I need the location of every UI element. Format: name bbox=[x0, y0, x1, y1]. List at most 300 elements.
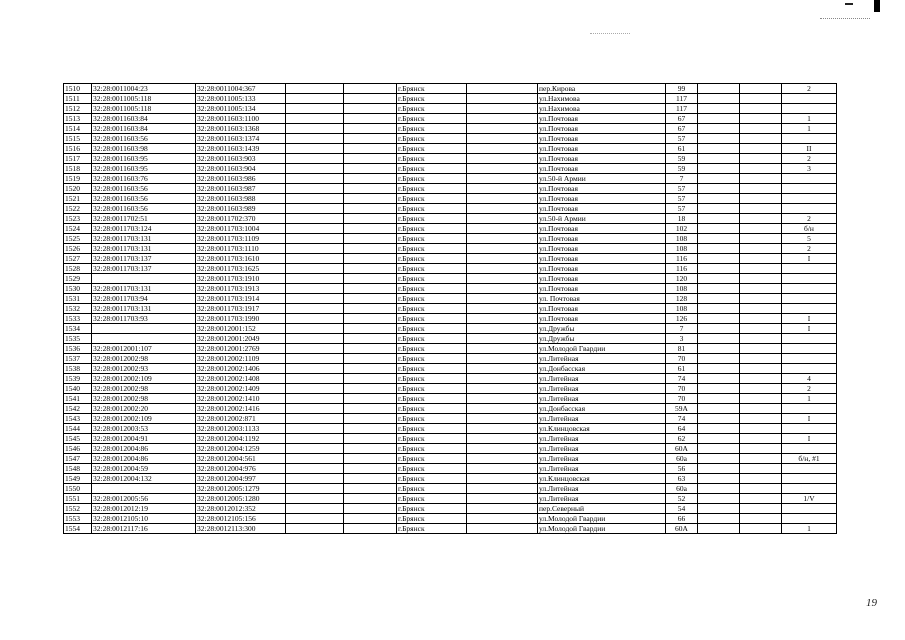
cadastral-number-cell: 32:28:0011004:367 bbox=[196, 84, 286, 94]
row-number-cell: 1525 bbox=[64, 234, 92, 244]
cadastral-number-cell: 32:28:0011603:988 bbox=[196, 194, 286, 204]
empty-column-cell bbox=[467, 114, 538, 124]
row-number-cell: 1551 bbox=[64, 494, 92, 504]
cadastral-block-cell: 32:28:0011703:93 bbox=[92, 314, 196, 324]
cadastral-block-cell: 32:28:0012005:56 bbox=[92, 494, 196, 504]
corner-scan-bar bbox=[874, 0, 880, 12]
cadastral-number-cell: 32:28:0011603:1100 bbox=[196, 114, 286, 124]
empty-column-cell bbox=[698, 304, 740, 314]
apartment-cell bbox=[782, 304, 837, 314]
city-cell: г.Брянск bbox=[397, 264, 467, 274]
house-number-cell: 117 bbox=[666, 94, 698, 104]
empty-column-cell bbox=[344, 334, 397, 344]
row-number-cell: 1537 bbox=[64, 354, 92, 364]
cadastral-number-cell: 32:28:0012005:1279 bbox=[196, 484, 286, 494]
table-row bbox=[64, 194, 837, 204]
empty-column-cell bbox=[344, 484, 397, 494]
empty-column-cell bbox=[740, 304, 782, 314]
empty-column-cell bbox=[344, 184, 397, 194]
street-cell: ул.50-й Армии bbox=[538, 214, 666, 224]
house-number-cell: 70 bbox=[666, 394, 698, 404]
street-cell: ул.Почтовая bbox=[538, 254, 666, 264]
table-row bbox=[64, 134, 837, 144]
street-cell: ул.Литейная bbox=[538, 454, 666, 464]
cadastral-number-cell: 32:28:0012002:1109 bbox=[196, 354, 286, 364]
table-row bbox=[64, 514, 837, 524]
row-number-cell: 1550 bbox=[64, 484, 92, 494]
table-row bbox=[64, 524, 837, 534]
cadastral-block-cell: 32:28:0011703:131 bbox=[92, 284, 196, 294]
empty-column-cell bbox=[467, 384, 538, 394]
empty-column-cell bbox=[740, 344, 782, 354]
table-row bbox=[64, 504, 837, 514]
city-cell: г.Брянск bbox=[397, 224, 467, 234]
street-cell: ул.Нахимова bbox=[538, 94, 666, 104]
empty-column-cell bbox=[740, 454, 782, 464]
apartment-cell bbox=[782, 344, 837, 354]
row-number-cell: 1524 bbox=[64, 224, 92, 234]
empty-column-cell bbox=[344, 174, 397, 184]
empty-column-cell bbox=[740, 254, 782, 264]
apartment-cell bbox=[782, 134, 837, 144]
city-cell: г.Брянск bbox=[397, 344, 467, 354]
apartment-cell: 1 bbox=[782, 124, 837, 134]
empty-column-cell bbox=[740, 164, 782, 174]
row-number-cell: 1527 bbox=[64, 254, 92, 264]
empty-column-cell bbox=[286, 244, 344, 254]
row-number-cell: 1528 bbox=[64, 264, 92, 274]
empty-column-cell bbox=[344, 344, 397, 354]
empty-column-cell bbox=[286, 524, 344, 534]
empty-column-cell bbox=[467, 504, 538, 514]
row-number-cell: 1519 bbox=[64, 174, 92, 184]
table-row bbox=[64, 244, 837, 254]
empty-column-cell bbox=[740, 424, 782, 434]
empty-column-cell bbox=[467, 424, 538, 434]
empty-column-cell bbox=[698, 474, 740, 484]
cadastral-block-cell: 32:28:0012002:20 bbox=[92, 404, 196, 414]
empty-column-cell bbox=[467, 164, 538, 174]
empty-column-cell bbox=[344, 404, 397, 414]
apartment-cell bbox=[782, 104, 837, 114]
empty-column-cell bbox=[698, 494, 740, 504]
apartment-cell bbox=[782, 514, 837, 524]
empty-column-cell bbox=[467, 414, 538, 424]
row-number-cell: 1540 bbox=[64, 384, 92, 394]
empty-column-cell bbox=[344, 164, 397, 174]
row-number-cell: 1530 bbox=[64, 284, 92, 294]
empty-column-cell bbox=[698, 204, 740, 214]
cadastral-number-cell: 32:28:0012001:2769 bbox=[196, 344, 286, 354]
empty-column-cell bbox=[467, 184, 538, 194]
empty-column-cell bbox=[344, 494, 397, 504]
table-row bbox=[64, 224, 837, 234]
empty-column-cell bbox=[344, 524, 397, 534]
city-cell: г.Брянск bbox=[397, 404, 467, 414]
street-cell: ул.Почтовая bbox=[538, 314, 666, 324]
street-cell: ул.Литейная bbox=[538, 484, 666, 494]
apartment-cell bbox=[782, 364, 837, 374]
city-cell: г.Брянск bbox=[397, 244, 467, 254]
cadastral-block-cell: 32:28:0011603:56 bbox=[92, 194, 196, 204]
row-number-cell: 1517 bbox=[64, 154, 92, 164]
empty-column-cell bbox=[344, 424, 397, 434]
apartment-cell: б/н bbox=[782, 224, 837, 234]
empty-column-cell bbox=[698, 214, 740, 224]
row-number-cell: 1539 bbox=[64, 374, 92, 384]
empty-column-cell bbox=[698, 284, 740, 294]
house-number-cell: 67 bbox=[666, 124, 698, 134]
city-cell: г.Брянск bbox=[397, 254, 467, 264]
city-cell: г.Брянск bbox=[397, 524, 467, 534]
cadastral-number-cell: 32:28:0012004:561 bbox=[196, 454, 286, 464]
empty-column-cell bbox=[286, 474, 344, 484]
apartment-cell bbox=[782, 284, 837, 294]
table-row bbox=[64, 124, 837, 134]
empty-column-cell bbox=[286, 314, 344, 324]
city-cell: г.Брянск bbox=[397, 114, 467, 124]
row-number-cell: 1548 bbox=[64, 464, 92, 474]
house-number-cell: 126 bbox=[666, 314, 698, 324]
cadastral-number-cell: 32:28:0012004:1259 bbox=[196, 444, 286, 454]
city-cell: г.Брянск bbox=[397, 414, 467, 424]
empty-column-cell bbox=[467, 444, 538, 454]
house-number-cell: 62 bbox=[666, 434, 698, 444]
cadastral-block-cell: 32:28:0011703:131 bbox=[92, 234, 196, 244]
empty-column-cell bbox=[344, 204, 397, 214]
city-cell: г.Брянск bbox=[397, 504, 467, 514]
apartment-cell: I bbox=[782, 314, 837, 324]
empty-column-cell bbox=[286, 234, 344, 244]
cadastral-number-cell: 32:28:0011703:1110 bbox=[196, 244, 286, 254]
street-cell: ул.Литейная bbox=[538, 374, 666, 384]
street-cell: ул.Литейная bbox=[538, 494, 666, 504]
empty-column-cell bbox=[698, 254, 740, 264]
empty-column-cell bbox=[698, 364, 740, 374]
city-cell: г.Брянск bbox=[397, 424, 467, 434]
row-number-cell: 1520 bbox=[64, 184, 92, 194]
cadastral-block-cell: 32:28:0011703:131 bbox=[92, 244, 196, 254]
street-cell: ул.50-й Армии bbox=[538, 174, 666, 184]
cadastral-number-cell: 32:28:0011703:1913 bbox=[196, 284, 286, 294]
empty-column-cell bbox=[344, 124, 397, 134]
empty-column-cell bbox=[467, 244, 538, 254]
table-row bbox=[64, 204, 837, 214]
empty-column-cell bbox=[698, 484, 740, 494]
city-cell: г.Брянск bbox=[397, 304, 467, 314]
cadastral-number-cell: 32:28:0012004:997 bbox=[196, 474, 286, 484]
empty-column-cell bbox=[286, 174, 344, 184]
cadastral-block-cell: 32:28:0011703:124 bbox=[92, 224, 196, 234]
empty-column-cell bbox=[467, 204, 538, 214]
table-row bbox=[64, 384, 837, 394]
empty-column-cell bbox=[344, 194, 397, 204]
empty-column-cell bbox=[740, 294, 782, 304]
empty-column-cell bbox=[740, 94, 782, 104]
empty-column-cell bbox=[467, 514, 538, 524]
cadastral-block-cell: 32:28:0011703:137 bbox=[92, 254, 196, 264]
empty-column-cell bbox=[467, 404, 538, 414]
row-number-cell: 1535 bbox=[64, 334, 92, 344]
empty-column-cell bbox=[286, 254, 344, 264]
street-cell: ул.Почтовая bbox=[538, 184, 666, 194]
empty-column-cell bbox=[344, 374, 397, 384]
table-row bbox=[64, 214, 837, 224]
empty-column-cell bbox=[467, 274, 538, 284]
cadastral-block-cell: 32:28:0011603:84 bbox=[92, 124, 196, 134]
street-cell: ул.Почтовая bbox=[538, 284, 666, 294]
row-number-cell: 1512 bbox=[64, 104, 92, 114]
empty-column-cell bbox=[286, 354, 344, 364]
apartment-cell: I bbox=[782, 414, 837, 424]
city-cell: г.Брянск bbox=[397, 474, 467, 484]
row-number-cell: 1553 bbox=[64, 514, 92, 524]
empty-column-cell bbox=[286, 424, 344, 434]
apartment-cell bbox=[782, 354, 837, 364]
house-number-cell: 3 bbox=[666, 334, 698, 344]
table-row bbox=[64, 144, 837, 154]
empty-column-cell bbox=[344, 234, 397, 244]
cadastral-block-cell bbox=[92, 324, 196, 334]
table-row bbox=[64, 294, 837, 304]
cadastral-number-cell: 32:28:0012002:1416 bbox=[196, 404, 286, 414]
house-number-cell: 57 bbox=[666, 184, 698, 194]
empty-column-cell bbox=[740, 364, 782, 374]
empty-column-cell bbox=[467, 454, 538, 464]
row-number-cell: 1546 bbox=[64, 444, 92, 454]
empty-column-cell bbox=[467, 334, 538, 344]
table-row bbox=[64, 344, 837, 354]
empty-column-cell bbox=[286, 144, 344, 154]
table-row bbox=[64, 314, 837, 324]
cadastral-number-cell: 32:28:0011005:133 bbox=[196, 94, 286, 104]
table-row bbox=[64, 354, 837, 364]
empty-column-cell bbox=[698, 524, 740, 534]
empty-column-cell bbox=[698, 424, 740, 434]
table-row bbox=[64, 404, 837, 414]
city-cell: г.Брянск bbox=[397, 124, 467, 134]
empty-column-cell bbox=[740, 134, 782, 144]
empty-column-cell bbox=[740, 224, 782, 234]
empty-column-cell bbox=[467, 364, 538, 374]
row-number-cell: 1523 bbox=[64, 214, 92, 224]
empty-column-cell bbox=[740, 404, 782, 414]
apartment-cell bbox=[782, 424, 837, 434]
city-cell: г.Брянск bbox=[397, 434, 467, 444]
row-number-cell: 1536 bbox=[64, 344, 92, 354]
empty-column-cell bbox=[467, 194, 538, 204]
empty-column-cell bbox=[698, 164, 740, 174]
apartment-cell: 2 bbox=[782, 154, 837, 164]
house-number-cell: 81 bbox=[666, 344, 698, 354]
row-number-cell: 1518 bbox=[64, 164, 92, 174]
empty-column-cell bbox=[740, 274, 782, 284]
empty-column-cell bbox=[286, 434, 344, 444]
cadastral-block-cell: 32:28:0011603:95 bbox=[92, 164, 196, 174]
row-number-cell: 1514 bbox=[64, 124, 92, 134]
table-row bbox=[64, 274, 837, 284]
street-cell: ул.Литейная bbox=[538, 444, 666, 454]
empty-column-cell bbox=[698, 354, 740, 364]
cadastral-block-cell: 32:28:0012004:86 bbox=[92, 454, 196, 464]
empty-column-cell bbox=[467, 84, 538, 94]
empty-column-cell bbox=[740, 324, 782, 334]
row-number-cell: 1544 bbox=[64, 424, 92, 434]
empty-column-cell bbox=[344, 214, 397, 224]
house-number-cell: 102 bbox=[666, 224, 698, 234]
street-cell: ул.Донбасская bbox=[538, 364, 666, 374]
empty-column-cell bbox=[740, 104, 782, 114]
cadastral-number-cell: 32:28:0011703:1910 bbox=[196, 274, 286, 284]
house-number-cell: 57 bbox=[666, 204, 698, 214]
house-number-cell: 7 bbox=[666, 174, 698, 184]
empty-column-cell bbox=[740, 144, 782, 154]
scan-dots bbox=[820, 18, 870, 19]
empty-column-cell bbox=[467, 354, 538, 364]
street-cell: ул.Литейная bbox=[538, 394, 666, 404]
table-row bbox=[64, 364, 837, 374]
empty-column-cell bbox=[698, 174, 740, 184]
house-number-cell: 59А bbox=[666, 404, 698, 414]
empty-column-cell bbox=[467, 484, 538, 494]
cadastral-number-cell: 32:28:0012002:1408 bbox=[196, 374, 286, 384]
cadastral-number-cell: 32:28:0012004:1192 bbox=[196, 434, 286, 444]
empty-column-cell bbox=[740, 174, 782, 184]
table-row bbox=[64, 174, 837, 184]
cadastral-block-cell: 32:28:0012002:98 bbox=[92, 384, 196, 394]
empty-column-cell bbox=[740, 244, 782, 254]
apartment-cell bbox=[782, 444, 837, 454]
house-number-cell: 117 bbox=[666, 104, 698, 114]
street-cell: ул.Почтовая bbox=[538, 264, 666, 274]
cadastral-block-cell: 32:28:0012117:16 bbox=[92, 524, 196, 534]
street-cell: ул.Клинцовская bbox=[538, 474, 666, 484]
street-cell: ул.Почтовая bbox=[538, 274, 666, 284]
cadastral-block-cell: 32:28:0011702:51 bbox=[92, 214, 196, 224]
apartment-cell: 1/V bbox=[782, 494, 837, 504]
empty-column-cell bbox=[467, 124, 538, 134]
city-cell: г.Брянск bbox=[397, 84, 467, 94]
city-cell: г.Брянск bbox=[397, 174, 467, 184]
table-row bbox=[64, 374, 837, 384]
city-cell: г.Брянск bbox=[397, 394, 467, 404]
table-row bbox=[64, 234, 837, 244]
street-cell: ул.Почтовая bbox=[538, 194, 666, 204]
empty-column-cell bbox=[467, 154, 538, 164]
street-cell: ул.Литейная bbox=[538, 464, 666, 474]
table-row bbox=[64, 94, 837, 104]
empty-column-cell bbox=[286, 364, 344, 374]
empty-column-cell bbox=[698, 454, 740, 464]
empty-column-cell bbox=[286, 134, 344, 144]
empty-column-cell bbox=[740, 114, 782, 124]
city-cell: г.Брянск bbox=[397, 134, 467, 144]
empty-column-cell bbox=[286, 384, 344, 394]
street-cell: пер.Северный bbox=[538, 504, 666, 514]
empty-column-cell bbox=[740, 214, 782, 224]
empty-column-cell bbox=[467, 104, 538, 114]
house-number-cell: 18 bbox=[666, 214, 698, 224]
cadastral-block-cell: 32:28:0012002:98 bbox=[92, 394, 196, 404]
empty-column-cell bbox=[286, 404, 344, 414]
city-cell: г.Брянск bbox=[397, 214, 467, 224]
cadastral-number-cell: 32:28:0012001:2049 bbox=[196, 334, 286, 344]
empty-column-cell bbox=[344, 324, 397, 334]
street-cell: ул.Молодой Гвардии bbox=[538, 524, 666, 534]
registry-rows bbox=[64, 84, 837, 534]
empty-column-cell bbox=[698, 324, 740, 334]
empty-column-cell bbox=[286, 204, 344, 214]
table-row bbox=[64, 424, 837, 434]
row-number-cell: 1510 bbox=[64, 84, 92, 94]
row-number-cell: 1532 bbox=[64, 304, 92, 314]
apartment-cell: 3 bbox=[782, 164, 837, 174]
city-cell: г.Брянск bbox=[397, 274, 467, 284]
house-number-cell: 59 bbox=[666, 164, 698, 174]
empty-column-cell bbox=[740, 124, 782, 134]
empty-column-cell bbox=[344, 284, 397, 294]
empty-column-cell bbox=[740, 84, 782, 94]
house-number-cell: 70 bbox=[666, 354, 698, 364]
city-cell: г.Брянск bbox=[397, 184, 467, 194]
cadastral-number-cell: 32:28:0011702:370 bbox=[196, 214, 286, 224]
apartment-cell: 1 bbox=[782, 524, 837, 534]
empty-column-cell bbox=[467, 134, 538, 144]
house-number-cell: 116 bbox=[666, 264, 698, 274]
empty-column-cell bbox=[698, 194, 740, 204]
empty-column-cell bbox=[467, 324, 538, 334]
cadastral-block-cell: 32:28:0012105:10 bbox=[92, 514, 196, 524]
empty-column-cell bbox=[286, 154, 344, 164]
apartment-cell: 2 bbox=[782, 214, 837, 224]
empty-column-cell bbox=[698, 274, 740, 284]
house-number-cell: 66 bbox=[666, 514, 698, 524]
empty-column-cell bbox=[740, 414, 782, 424]
row-number-cell: 1515 bbox=[64, 134, 92, 144]
empty-column-cell bbox=[698, 334, 740, 344]
empty-column-cell bbox=[698, 114, 740, 124]
cadastral-number-cell: 32:28:0011603:1374 bbox=[196, 134, 286, 144]
house-number-cell: 56 bbox=[666, 464, 698, 474]
cadastral-number-cell: 32:28:0011005:134 bbox=[196, 104, 286, 114]
city-cell: г.Брянск bbox=[397, 234, 467, 244]
empty-column-cell bbox=[467, 344, 538, 354]
empty-column-cell bbox=[698, 154, 740, 164]
street-cell: ул.Молодой Гвардии bbox=[538, 344, 666, 354]
house-number-cell: 108 bbox=[666, 284, 698, 294]
street-cell: ул.Почтовая bbox=[538, 304, 666, 314]
empty-column-cell bbox=[467, 294, 538, 304]
apartment-cell: I bbox=[782, 434, 837, 444]
cadastral-block-cell: 32:28:0011703:94 bbox=[92, 294, 196, 304]
street-cell: ул. Почтовая bbox=[538, 294, 666, 304]
cadastral-number-cell: 32:28:0012003:1133 bbox=[196, 424, 286, 434]
street-cell: ул.Донбасская bbox=[538, 404, 666, 414]
empty-column-cell bbox=[740, 394, 782, 404]
empty-column-cell bbox=[286, 304, 344, 314]
empty-column-cell bbox=[344, 434, 397, 444]
empty-column-cell bbox=[740, 184, 782, 194]
empty-column-cell bbox=[344, 314, 397, 324]
empty-column-cell bbox=[698, 314, 740, 324]
empty-column-cell bbox=[286, 184, 344, 194]
empty-column-cell bbox=[467, 174, 538, 184]
empty-column-cell bbox=[740, 514, 782, 524]
empty-column-cell bbox=[344, 84, 397, 94]
empty-column-cell bbox=[740, 374, 782, 384]
cadastral-number-cell: 32:28:0012005:1280 bbox=[196, 494, 286, 504]
apartment-cell: 2 bbox=[782, 384, 837, 394]
